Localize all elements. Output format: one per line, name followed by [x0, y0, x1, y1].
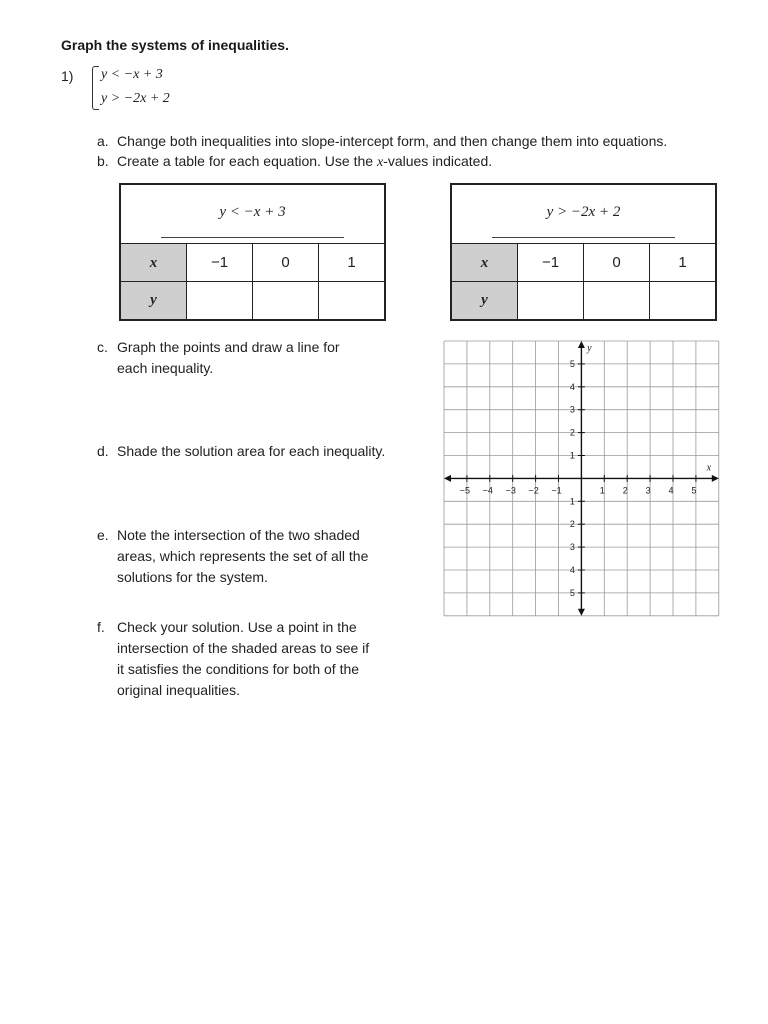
- y-tick-label: 1: [569, 496, 575, 507]
- table-2-equation: y > −2x + 2: [546, 204, 621, 220]
- step-d-text: Shade the solution area for each inequality.: [117, 443, 386, 459]
- x-axis-arrow-right: [712, 475, 719, 482]
- x-tick-label: −3: [505, 485, 516, 496]
- x-axis-label: x: [706, 462, 712, 474]
- y-tick-label: 2: [569, 427, 575, 438]
- step-f-line: it satisfies the conditions for both of the: [117, 661, 360, 677]
- step-b-text-after: -values indicated.: [383, 153, 493, 169]
- step-f-letter: f.: [97, 619, 105, 635]
- x-tick-label: 3: [645, 485, 651, 496]
- y-axis-arrow-down: [578, 609, 585, 616]
- step-f-line: intersection of the shaded areas to see if: [117, 640, 370, 656]
- table-1-x-cell: 0: [253, 244, 319, 282]
- step-c-line: each inequality.: [117, 360, 214, 376]
- y-tick-label: 5: [569, 358, 575, 369]
- table-1-x-cell: 1: [319, 244, 384, 282]
- step-b-x-var: x: [376, 155, 384, 170]
- step-b-text-before: Create a table for each equation. Use the: [117, 153, 377, 169]
- step-e-line: Note the intersection of the two shaded: [117, 527, 360, 543]
- inequality-2: y > −2x + 2: [101, 91, 170, 106]
- x-tick-label: −5: [459, 485, 471, 496]
- step-e-line: solutions for the system.: [117, 569, 268, 585]
- x-tick-label: 5: [691, 485, 697, 496]
- table-1-x-header: x: [121, 244, 187, 282]
- x-tick-label: −4: [482, 485, 493, 496]
- step-b-letter: b.: [97, 153, 109, 169]
- y-axis-label: y: [587, 343, 592, 354]
- step-e-letter: e.: [97, 527, 109, 543]
- y-tick-label: 4: [569, 565, 575, 575]
- table-2-x-cell: 0: [584, 244, 650, 282]
- step-f-line: Check your solution. Use a point in the: [117, 619, 357, 635]
- problem-number: 1): [61, 68, 74, 84]
- x-tick-label: 4: [668, 485, 674, 496]
- page-heading: Graph the systems of inequalities.: [61, 37, 289, 53]
- y-tick-label: 3: [569, 542, 575, 553]
- table-1-y-header: y: [121, 282, 187, 319]
- step-f-line: original inequalities.: [117, 682, 240, 698]
- inequality-1: y < −x + 3: [101, 67, 163, 82]
- x-tick-label: 1: [599, 485, 605, 496]
- table-1-equation: y < −x + 3: [219, 204, 286, 220]
- table-2-x-header: x: [452, 244, 518, 282]
- table-2-x-cell: 1: [650, 244, 715, 282]
- y-tick-label: 5: [569, 587, 575, 598]
- table-2-y-header: y: [452, 282, 518, 319]
- step-c-letter: c.: [97, 339, 108, 355]
- step-d-letter: d.: [97, 443, 109, 459]
- x-tick-label: 2: [622, 485, 628, 496]
- y-tick-label: 4: [569, 381, 575, 392]
- step-a-text: Change both inequalities into slope-intercept form, and then change them into equations.: [117, 133, 668, 149]
- x-axis-arrow-left: [444, 475, 451, 482]
- y-tick-label: 2: [569, 519, 575, 530]
- x-tick-label: −2: [528, 485, 539, 496]
- table-2-x-cell: −1: [518, 244, 584, 282]
- y-tick-label: 3: [569, 404, 575, 415]
- step-a-letter: a.: [97, 133, 109, 149]
- table-1-x-cell: −1: [187, 244, 253, 282]
- y-axis-arrow-up: [578, 341, 585, 348]
- x-tick-label: −1: [551, 485, 562, 496]
- step-c-line: Graph the points and draw a line for: [117, 339, 340, 355]
- y-tick-label: 1: [569, 450, 575, 461]
- step-e-line: areas, which represents the set of all the: [117, 548, 369, 564]
